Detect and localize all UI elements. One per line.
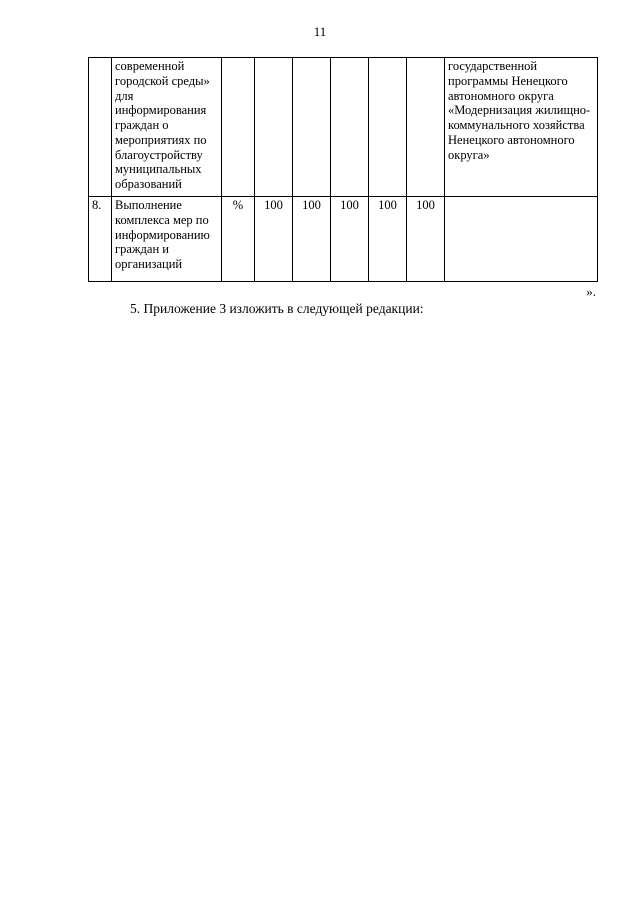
cell-value-year2: 100 [293, 197, 331, 282]
cell-value-year3: 100 [331, 197, 369, 282]
table-row [89, 197, 598, 282]
table-row [89, 58, 598, 197]
cell-value-year4 [369, 58, 407, 197]
cell-value-year2 [293, 58, 331, 197]
cell-value-year4: 100 [369, 197, 407, 282]
cell-note: государственной программы Ненецкого автономного округа «Модернизация жилищно-коммунального хозяйства Ненецкого автономного округа» [445, 58, 598, 197]
cell-note [445, 197, 598, 282]
cell-value-year5 [407, 58, 445, 197]
cell-value-year5: 100 [407, 197, 445, 282]
cell-indicator-name: современной городской среды» для информирования граждан о мероприятиях по благоустройству муниципальных образований [112, 58, 222, 197]
cell-row-number: 8. [89, 197, 112, 282]
page-number: 11 [313, 24, 327, 39]
indicators-table [88, 57, 598, 282]
cell-row-number [89, 58, 112, 197]
closing-quote-mark: ». [586, 284, 596, 299]
cell-value-year1: 100 [255, 197, 293, 282]
cell-indicator-name: Выполнение комплекса мер по информированию граждан и организаций [112, 197, 222, 282]
cell-value-year1 [255, 58, 293, 197]
cell-unit: % [222, 197, 255, 282]
cell-value-year3 [331, 58, 369, 197]
cell-unit [222, 58, 255, 197]
amendment-paragraph: 5. Приложение 3 изложить в следующей редакции: [130, 301, 424, 316]
